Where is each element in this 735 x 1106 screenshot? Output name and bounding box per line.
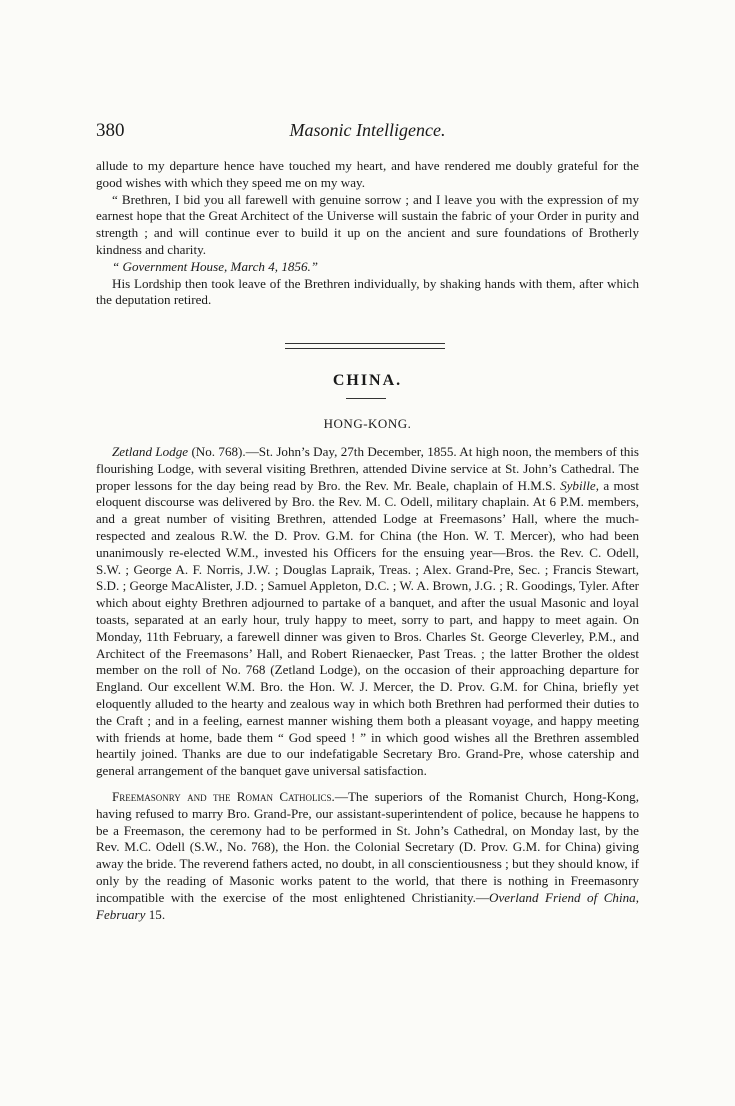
page-header [96, 120, 639, 144]
speech-block [96, 158, 639, 309]
china-articles [96, 444, 639, 923]
section-title: CHINA. [332, 372, 403, 389]
speech-paragraph-1: allude to my departure hence have touched my heart, and have rendered me doubly grateful for the good wishes with which they speed me on my way. [96, 158, 639, 190]
closing-paragraph: His Lordship then took leave of the Brethren individually, by shaking hands with them, after which the deputation retired. [96, 275, 639, 308]
zetland-lodge-paragraph [96, 444, 639, 780]
freemasonry-text: —The superiors of the Romanist Church, Hong-Kong, having refused to marry Bro. Grand-Pre, our assistant-superintendent of police, because he happens to be a Freemason, the ceremony had to be performed in St. John’s Cathedral, on Monday last, by the Rev. M.C. Odell (S.W., No. 768), the Hon. the Colonial Secretary (D. Prov. G.M. for China) giving away the bride. The reverend fathers acted, no doubt, in all conscientiousness ; but they should know, if only by the reading of Masonic works patent to the world, that there is nothing in Freemasonry incompatible with the exercise of the most enlightened Christianity.— [96, 788, 640, 905]
freemasonry-lead: Freemasonry and the Roman Catholics. [112, 788, 335, 804]
zetland-text-2: a most eloquent discourse was delivered by Bro. the Rev. M. C. Odell, military chaplain. At 6 P.M. members, and a great number of visiting Brethren, attended Lodge at Freemasons’ Hall, where the much-respected and zealous R.W. the D. Prov. G.M. for China (the Hon. W. T. Mercer), who had been unanimously re-elected W.M., invested his Officers for the ensuing year—Bros. the Rev. C. Odell, S.W. ; George A. F. Norris, J.W. ; Douglas Lapraik, Treas. ; Alex. Grand-Pre, Sec. ; Francis Stewart, S.D. ; George MacAlister, J.D. ; Samuel Appleton, D.C. ; W. A. Brown, J.G. ; R. Goodings, Tyler. After which about eighty Brethren adjourned to partake of a banquet, and after the usual Masonic and loyal toasts, separated at an early hour, truly happy to meet, sorry to part, and happy to meet again. On Monday, 11th February, a farewell dinner was given to Bros. Charles St. George Cleverley, P.M., and Architect of the Freemasons’ Hall, and Robert Rienaecker, Past Treas. ; the latter Brother the oldest member on the roll of No. 768 (Zetland Lodge), on the occasion of their approaching departure for England. Our excellent W.M. Bro. the Hon. W. J. Mercer, the D. Prov. G.M. for China, briefly yet eloquently alluded to the hearty and zealous way in which both Brethren had performed their duties to the Craft ; and in a feeling, earnest manner wishing them both a pleasant voyage, and happy meeting with friends at home, bade them “ God speed ! ” in which good wishes all the Brethren assembled heartily joined. Thanks are due to our indefatigable Secretary Bro. Grand-Pre, whose catership and general arrangement of the banquet gave universal satisfaction. [96, 477, 639, 779]
running-title: Masonic Intelligence. [289, 120, 446, 140]
section-divider [285, 343, 445, 349]
zetland-lead: Zetland Lodge [112, 444, 189, 459]
signature-text: “ Government House, March 4, 1856.” [112, 258, 319, 274]
section-subtitle: HONG-KONG. [323, 416, 412, 431]
speech-paragraph-2: “ Brethren, I bid you all farewell with genuine sorrow ; and I leave you with the expression of my earnest hope that the Great Architect of the Universe will sustain the fabric of your Order in purity and strength ; and will continue ever to build it up on the ancient and sure foundations of Brotherly kindness and charity. [96, 191, 639, 257]
source-citation: Overland Friend of China, February [96, 889, 639, 922]
source-tail: 15. [145, 906, 166, 922]
title-underline [346, 398, 386, 399]
page-number: 380 [96, 120, 125, 141]
speech-signature [96, 259, 639, 276]
freemasonry-paragraph [96, 789, 639, 923]
zetland-text: (No. 768).—St. John’s Day, 27th December, 1855. At high noon, the members of this flourishing Lodge, with several visiting Brethren, attended Divine service at St. John’s Cathedral. The proper lessons for the day being read by Bro. the Rev. Mr. Beale, chaplain of H.M.S. [96, 444, 639, 493]
ship-name: Sybille, [560, 477, 599, 493]
